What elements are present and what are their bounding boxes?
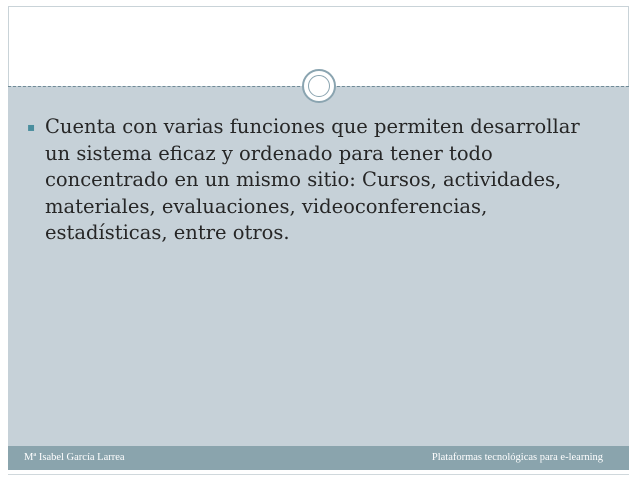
bullet-text: Cuenta con varias funciones que permiten desarrollar un sistema eficaz y ordenado para tener todo concentrado en un mismo sitio: Cursos, actividades, materiales, evaluaciones, videoconferencias, estadísticas, entre otros.: [45, 115, 580, 244]
footer-title: Plataformas tecnológicas para e-learning: [431, 452, 603, 463]
bullet-icon: ▪: [27, 120, 36, 134]
footer-author: Mª Isabel García Larrea: [24, 452, 125, 463]
circle-ornament-icon: [302, 69, 336, 103]
inner-circle: [308, 75, 330, 97]
footer-bar: [8, 446, 629, 470]
bottom-line: [8, 474, 629, 475]
